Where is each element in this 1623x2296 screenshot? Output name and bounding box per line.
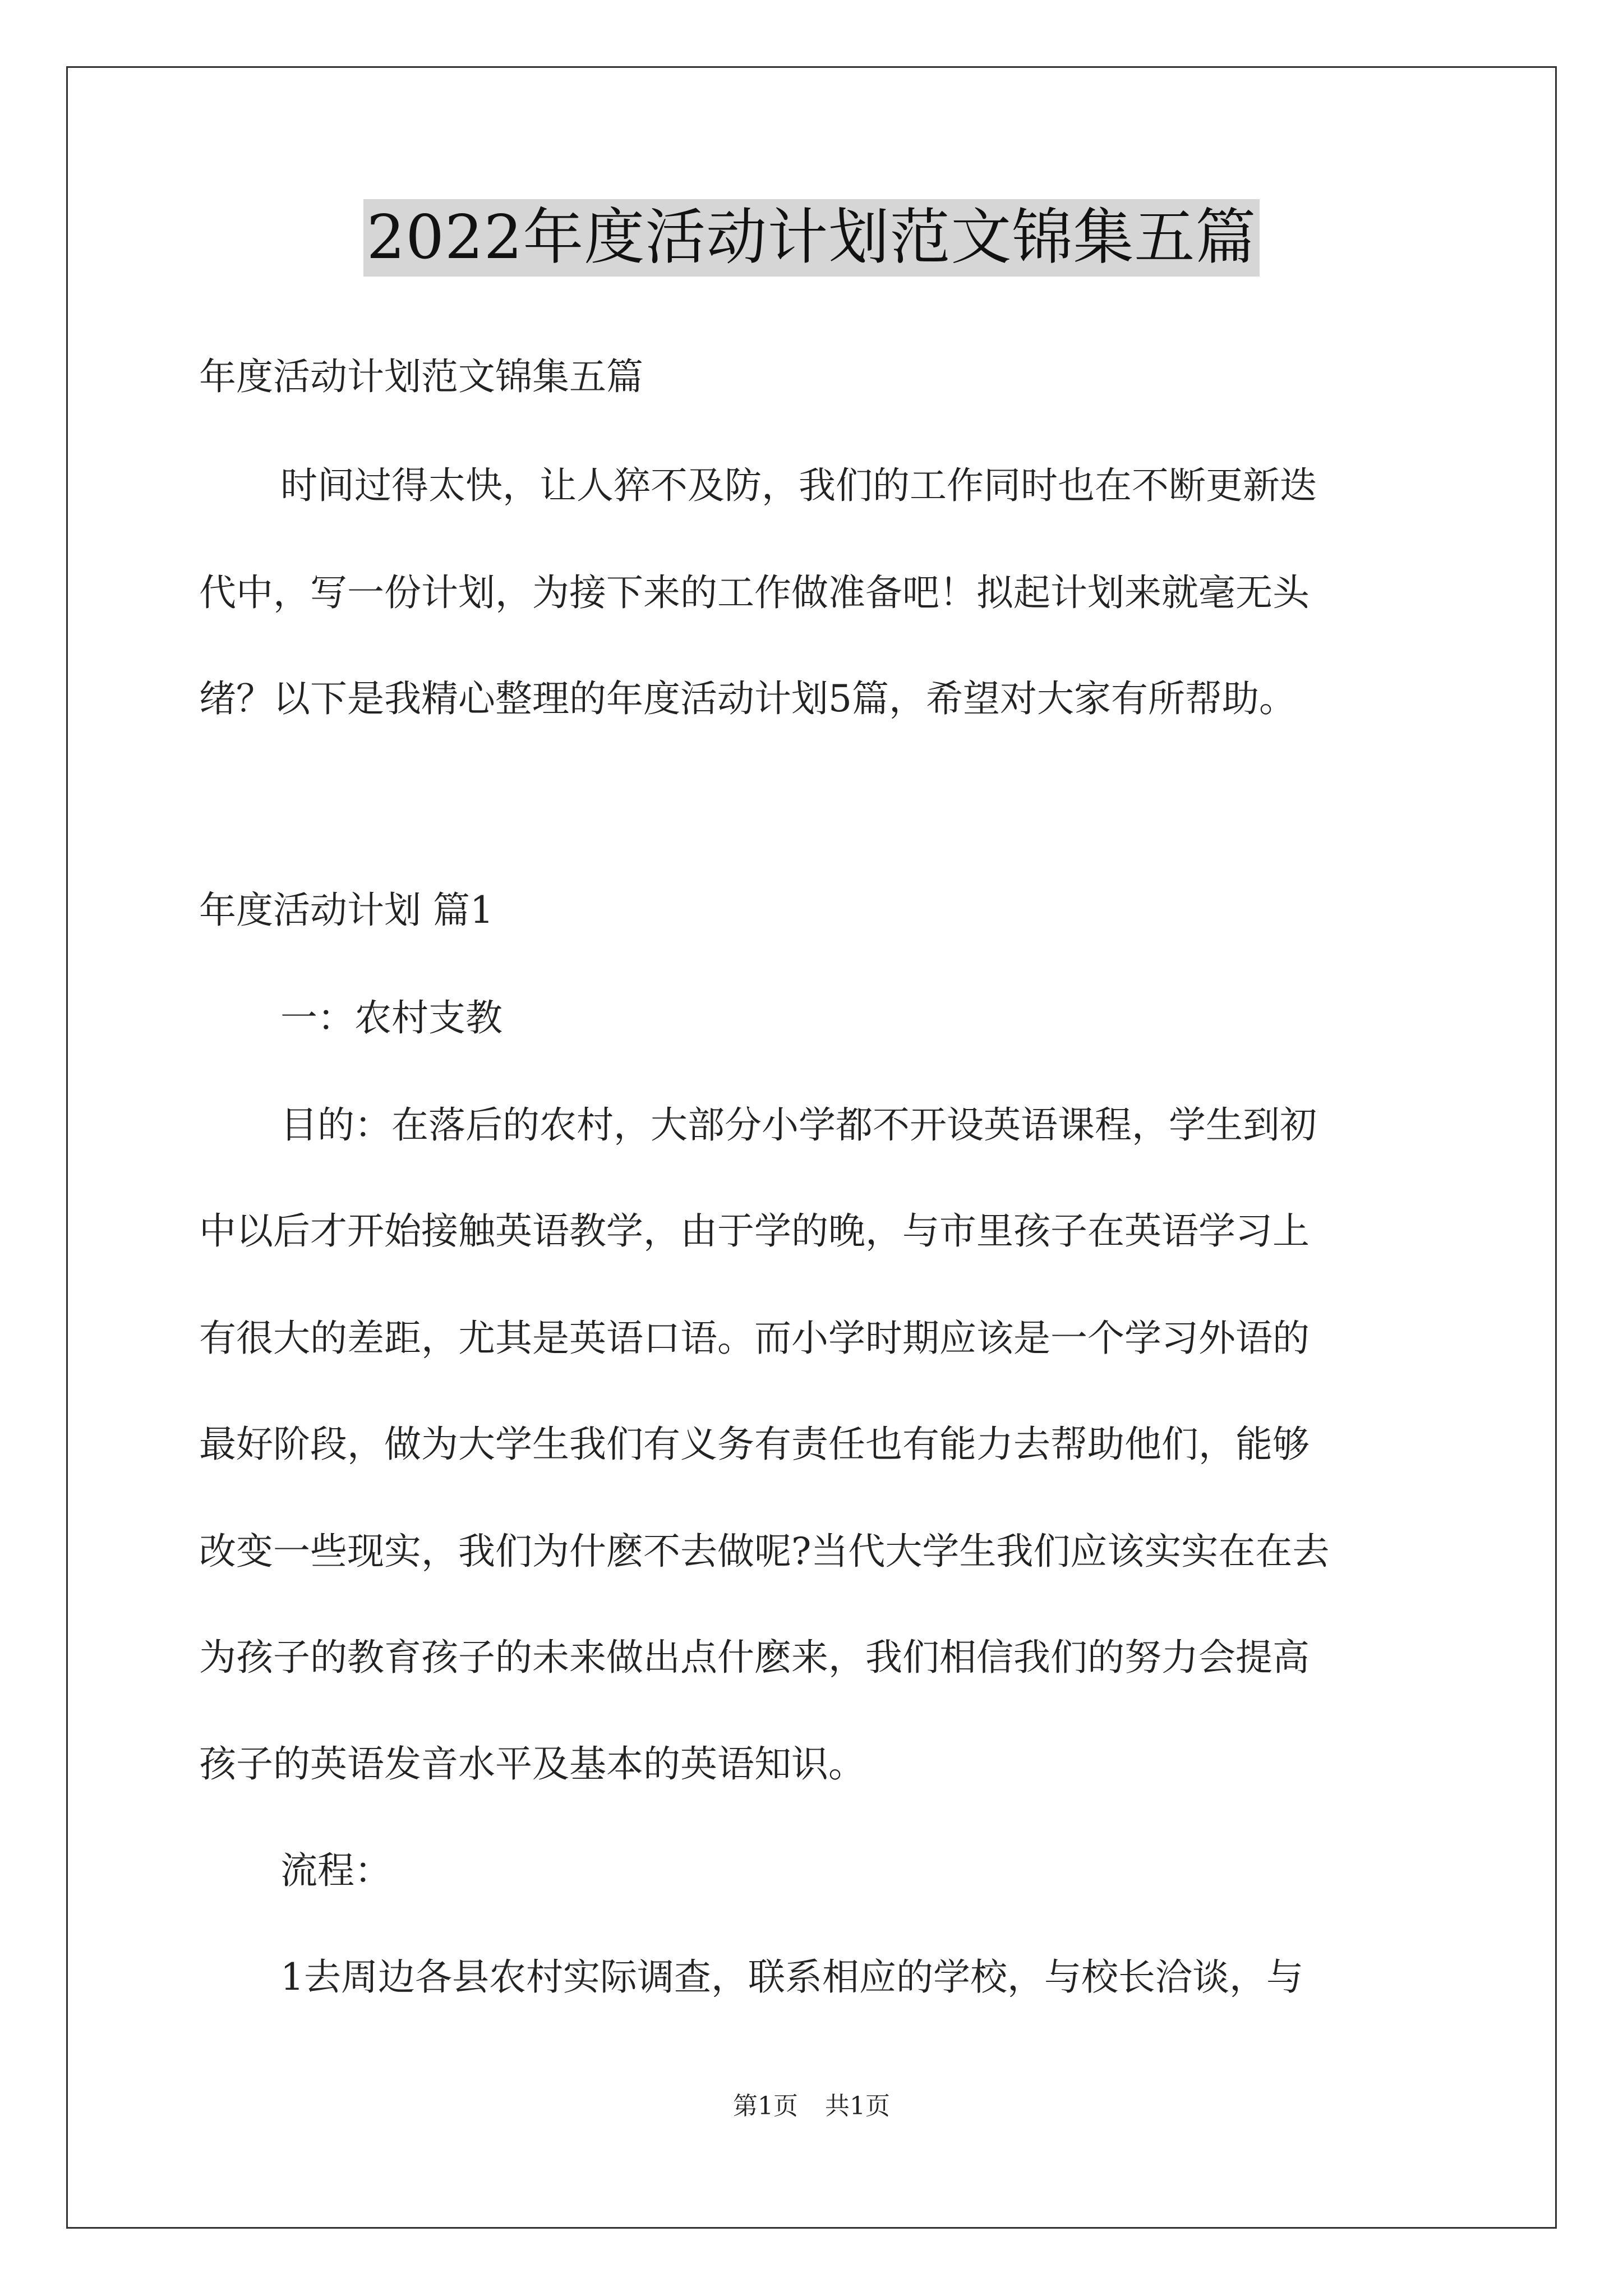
document-title: 2022年度活动计划范文锦集五篇 [363,199,1260,277]
title-wrap [0,199,1623,277]
process-line-1: 1去周边各县农村实际调查，联系相应的学校，与校长洽谈，与 [280,1955,1303,1999]
purpose-line-4: 最好阶段，做为大学生我们有义务有责任也有能力去帮助他们，能够 [199,1423,1310,1466]
purpose-line-3: 有很大的差距，尤其是英语口语。而小学时期应该是一个学习外语的 [199,1317,1310,1360]
purpose-line-5: 改变一些现实，我们为什麽不去做呢?当代大学生我们应该实实在在去 [199,1530,1330,1573]
page-footer [0,2090,1623,2123]
intro-line-2: 代中，写一份计划，为接下来的工作做准备吧！拟起计划来就毫无头 [199,571,1310,614]
purpose-line-2: 中以后才开始接触英语教学，由于学的晚，与市里孩子在英语学习上 [199,1209,1310,1253]
intro-line-1: 时间过得太快，让人猝不及防，我们的工作同时也在不断更新迭 [280,464,1317,507]
item-heading: 一：农村支教 [280,996,502,1039]
page-total: 共1页 [825,2092,890,2120]
purpose-line-1: 目的：在落后的农村，大部分小学都不开设英语课程，学生到初 [280,1103,1317,1147]
process-label: 流程： [280,1849,391,1892]
page-current: 第1页 [733,2092,798,2120]
intro-line-3: 绪？以下是我精心整理的年度活动计划5篇，希望对大家有所帮助。 [199,677,1296,720]
section-heading: 年度活动计划 篇1 [199,889,494,932]
purpose-line-6: 为孩子的教育孩子的未来做出点什麽来，我们相信我们的努力会提高 [199,1636,1310,1679]
purpose-line-7: 孩子的英语发音水平及基本的英语知识。 [199,1742,865,1786]
document-subtitle: 年度活动计划范文锦集五篇 [199,355,643,398]
